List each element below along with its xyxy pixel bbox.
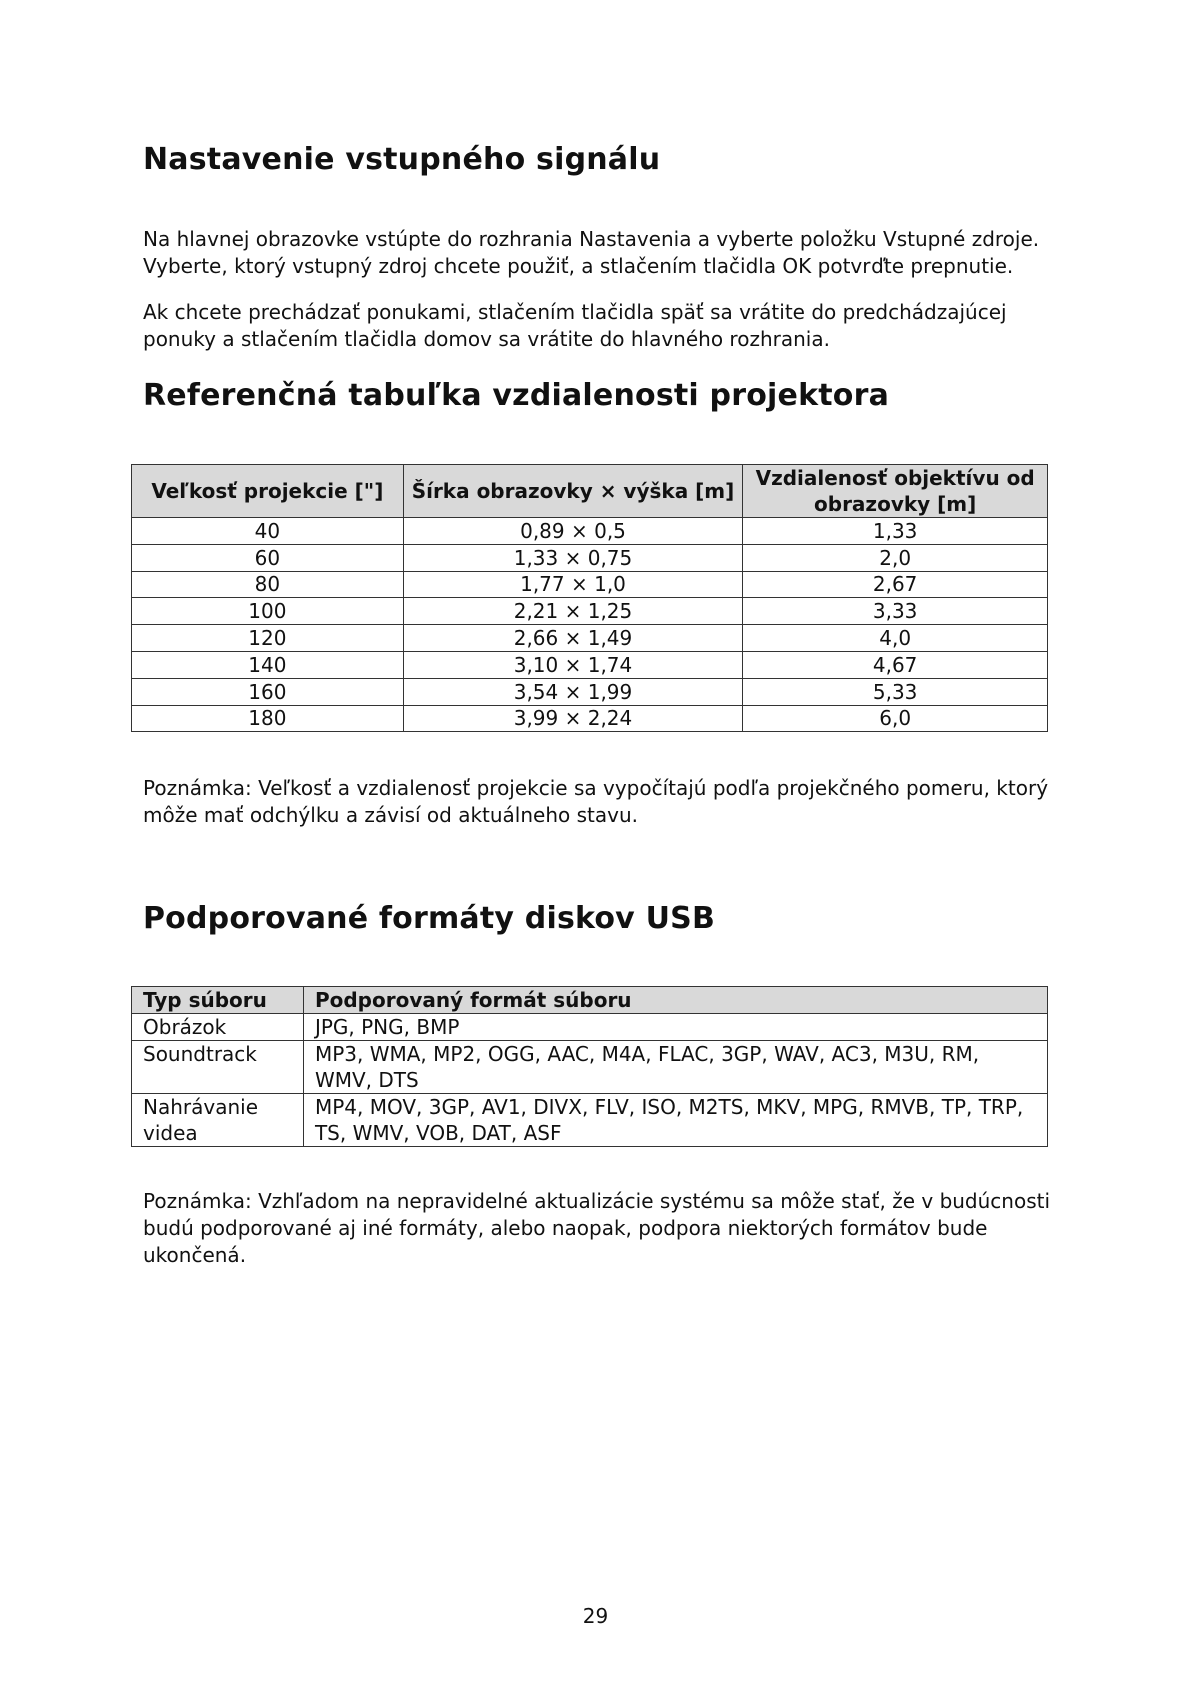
cell-file-type: Nahrávanie videa bbox=[132, 1094, 304, 1147]
table-row bbox=[132, 1014, 1048, 1041]
cell-dimensions: 1,33 × 0,75 bbox=[403, 544, 743, 571]
cell-distance: 5,33 bbox=[743, 678, 1048, 705]
usb-formats-table bbox=[131, 986, 1048, 1147]
cell-dimensions: 3,99 × 2,24 bbox=[403, 705, 743, 732]
table-row bbox=[132, 678, 1048, 705]
cell-formats: JPG, PNG, BMP bbox=[303, 1014, 1047, 1041]
cell-distance: 2,0 bbox=[743, 544, 1048, 571]
header-projection-size: Veľkosť projekcie ["] bbox=[132, 465, 404, 518]
table-header-row bbox=[132, 465, 1048, 518]
cell-size: 100 bbox=[132, 598, 404, 625]
paragraph-menu-navigation: Ak chcete prechádzať ponukami, stlačením tlačidla späť sa vrátite do predchádzajúcej ponuky a stlačením tlačidla domov sa vrátite do hlavného rozhrania. bbox=[143, 300, 1007, 351]
cell-dimensions: 1,77 × 1,0 bbox=[403, 571, 743, 598]
cell-formats: MP3, WMA, MP2, OGG, AAC, M4A, FLAC, 3GP, WAV, AC3, M3U, RM, WMV, DTS bbox=[303, 1041, 1047, 1094]
cell-distance: 4,67 bbox=[743, 651, 1048, 678]
note-projection-ratio: Poznámka: Veľkosť a vzdialenosť projekcie sa vypočítajú podľa projekčného pomeru, ktorý môže mať odchýlku a závisí od aktuálneho stavu. bbox=[143, 776, 1049, 827]
cell-size: 160 bbox=[132, 678, 404, 705]
table-row bbox=[132, 544, 1048, 571]
table-row bbox=[132, 518, 1048, 545]
table-row bbox=[132, 1041, 1048, 1094]
cell-size: 80 bbox=[132, 571, 404, 598]
cell-size: 140 bbox=[132, 651, 404, 678]
cell-dimensions: 3,54 × 1,99 bbox=[403, 678, 743, 705]
cell-dimensions: 2,66 × 1,49 bbox=[403, 625, 743, 652]
cell-size: 120 bbox=[132, 625, 404, 652]
cell-dimensions: 0,89 × 0,5 bbox=[403, 518, 743, 545]
section-title-usb-formats: Podporované formáty diskov USB bbox=[143, 901, 716, 936]
cell-distance: 2,67 bbox=[743, 571, 1048, 598]
table-row bbox=[132, 651, 1048, 678]
cell-dimensions: 3,10 × 1,74 bbox=[403, 651, 743, 678]
cell-size: 40 bbox=[132, 518, 404, 545]
cell-distance: 3,33 bbox=[743, 598, 1048, 625]
header-lens-distance: Vzdialenosť objektívu od obrazovky [m] bbox=[743, 465, 1048, 518]
header-file-type: Typ súboru bbox=[132, 987, 304, 1014]
paragraph-input-sources: Na hlavnej obrazovke vstúpte do rozhrania Nastavenia a vyberte položku Vstupné zdroje. Vyberte, ktorý vstupný zdroj chcete použiť, a stlačením tlačidla OK potvrďte prepnutie. bbox=[143, 227, 1040, 278]
note-system-updates: Poznámka: Vzhľadom na nepravidelné aktualizácie systému sa môže stať, že v budúcnosti budú podporované aj iné formáty, alebo naopak, podpora niektorých formátov bude ukončená. bbox=[143, 1189, 1051, 1267]
table-row bbox=[132, 571, 1048, 598]
table-row bbox=[132, 625, 1048, 652]
cell-formats: MP4, MOV, 3GP, AV1, DIVX, FLV, ISO, M2TS, MKV, MPG, RMVB, TP, TRP, TS, WMV, VOB, DAT, ASF bbox=[303, 1094, 1047, 1147]
cell-size: 60 bbox=[132, 544, 404, 571]
cell-file-type: Obrázok bbox=[132, 1014, 304, 1041]
table-row bbox=[132, 705, 1048, 732]
table-header-row bbox=[132, 987, 1048, 1014]
section-title-input-signal: Nastavenie vstupného signálu bbox=[143, 142, 661, 177]
cell-file-type: Soundtrack bbox=[132, 1041, 304, 1094]
projection-distance-table bbox=[131, 464, 1048, 732]
cell-distance: 6,0 bbox=[743, 705, 1048, 732]
page-number: 29 bbox=[582, 1604, 609, 1628]
section-title-distance-table: Referenčná tabuľka vzdialenosti projektora bbox=[143, 378, 890, 413]
table-row bbox=[132, 598, 1048, 625]
table-row bbox=[132, 1094, 1048, 1147]
cell-dimensions: 2,21 × 1,25 bbox=[403, 598, 743, 625]
header-screen-dimensions: Šírka obrazovky × výška [m] bbox=[403, 465, 743, 518]
cell-size: 180 bbox=[132, 705, 404, 732]
header-supported-format: Podporovaný formát súboru bbox=[303, 987, 1047, 1014]
cell-distance: 1,33 bbox=[743, 518, 1048, 545]
cell-distance: 4,0 bbox=[743, 625, 1048, 652]
